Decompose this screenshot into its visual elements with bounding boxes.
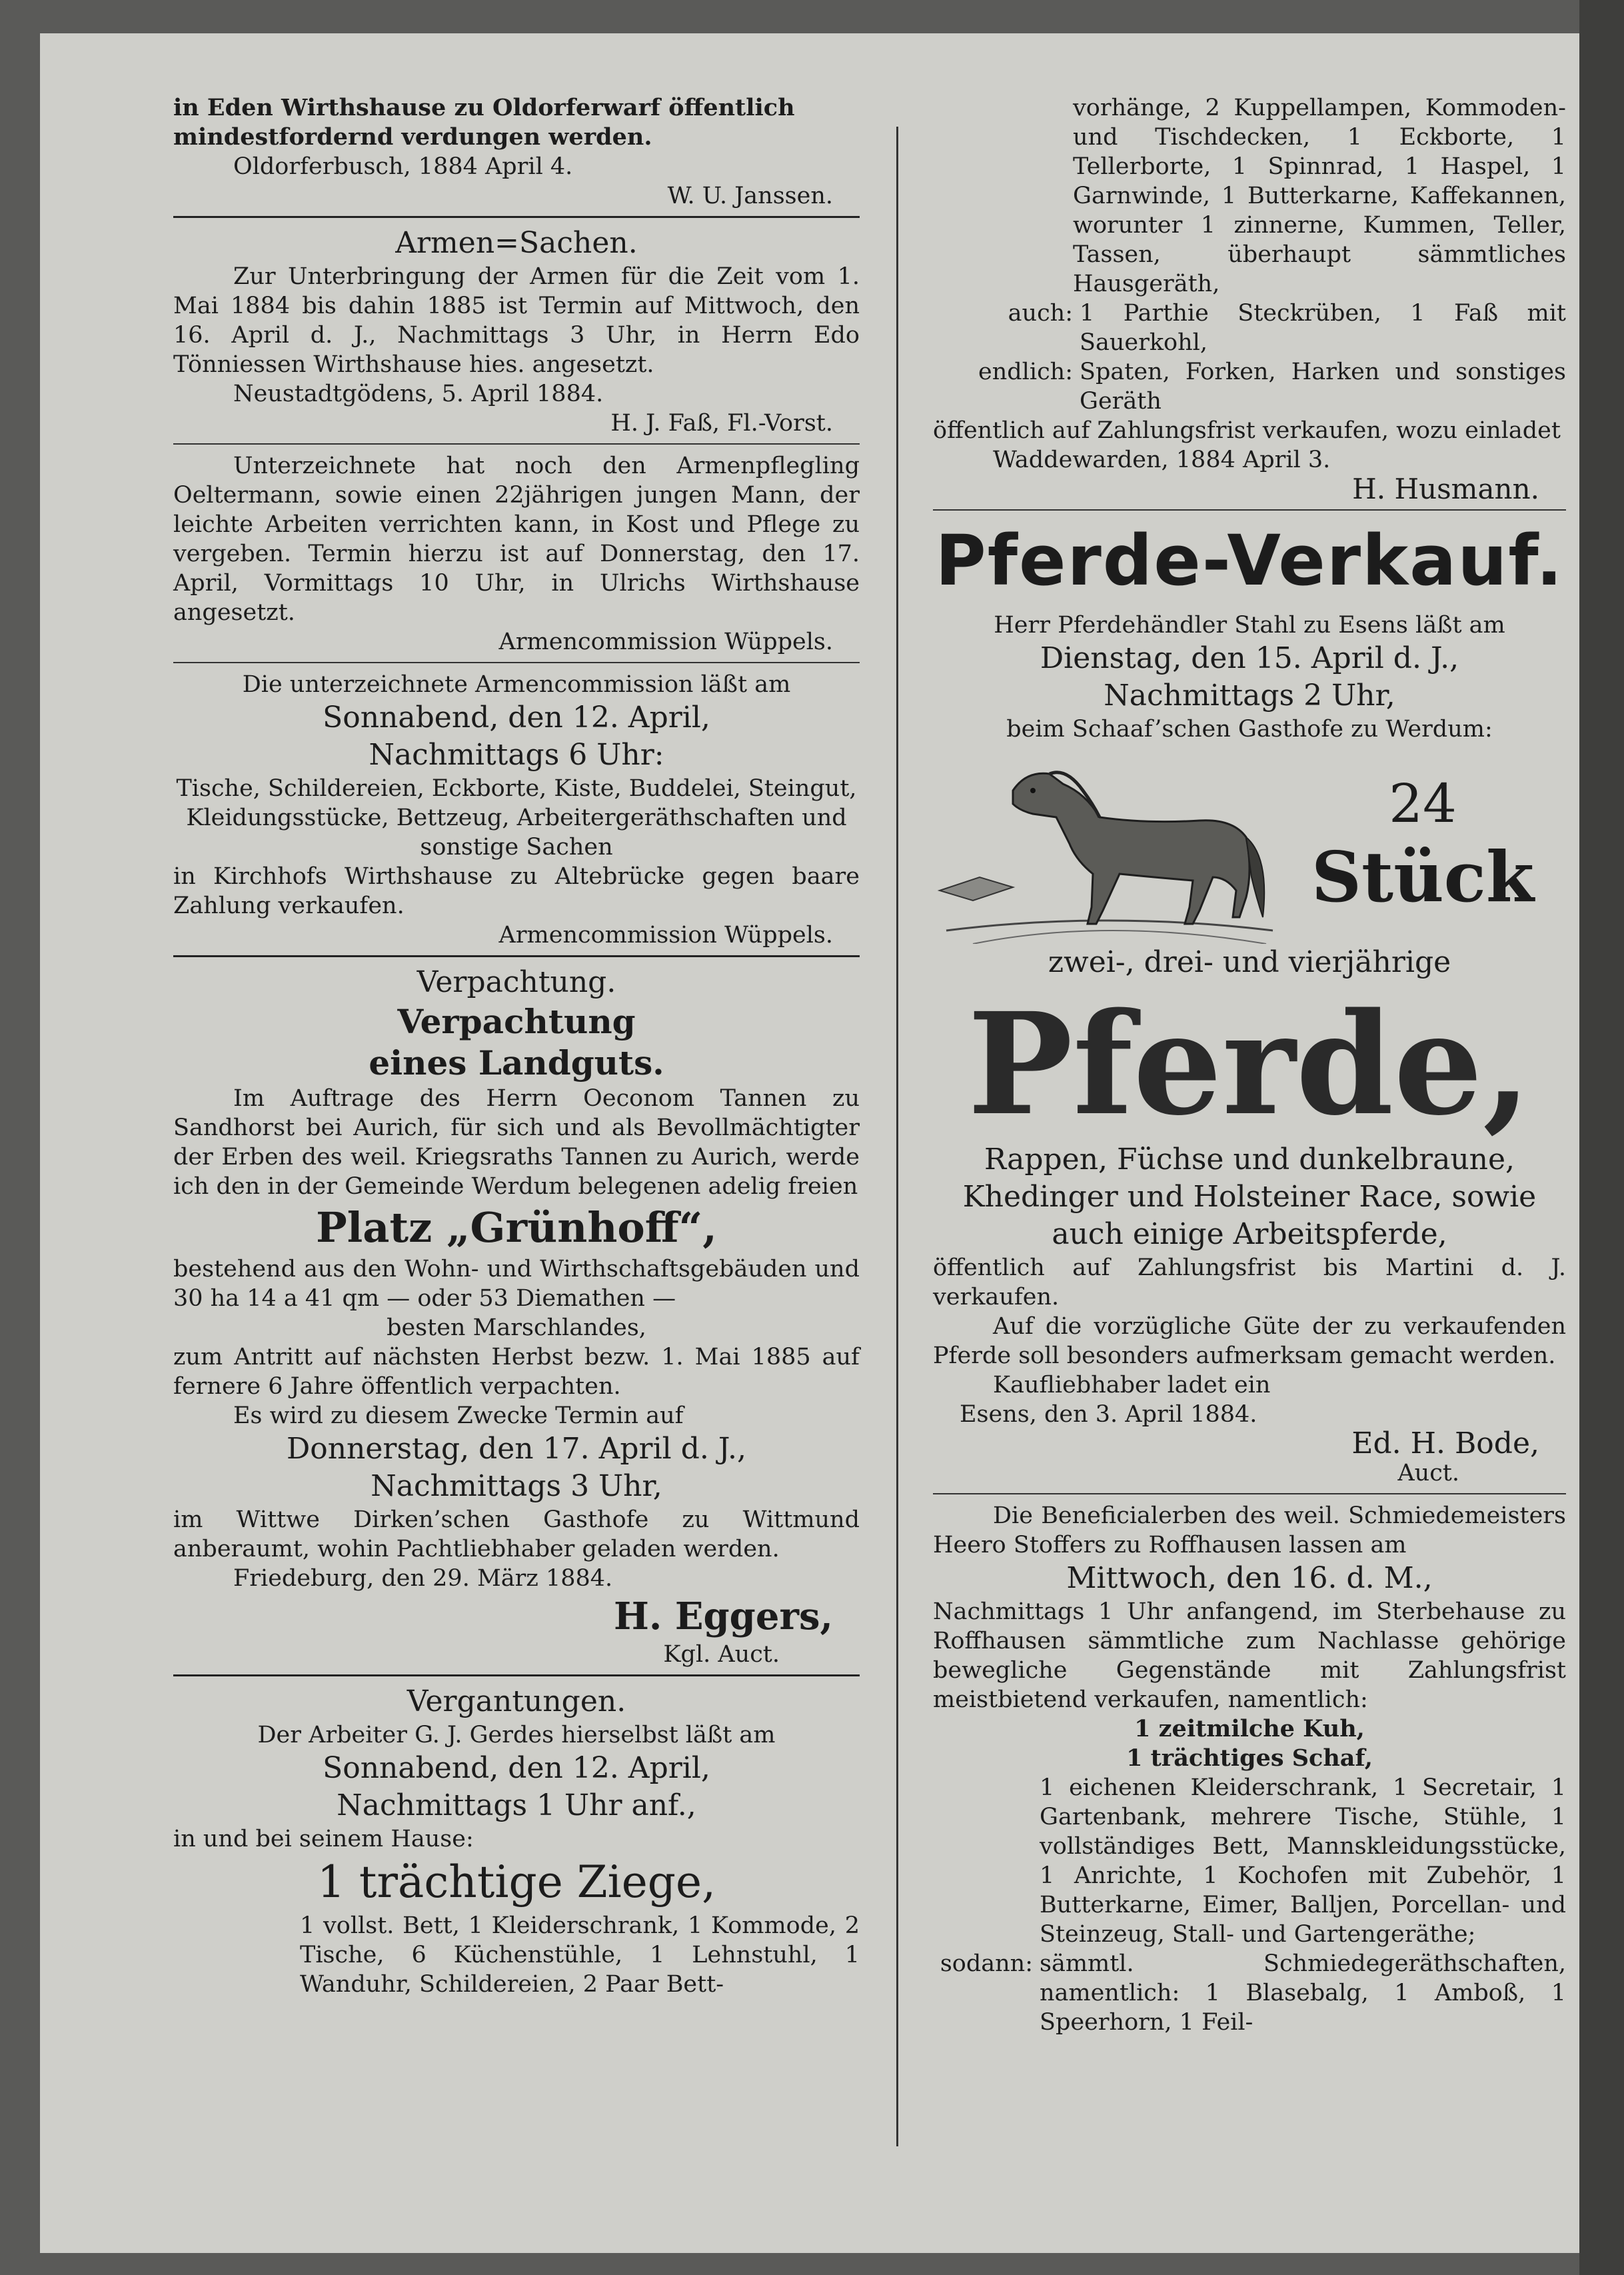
- notice-highlight-item: 1 trächtige Ziege,: [317, 1856, 716, 1908]
- item-label: endlich:: [978, 359, 1073, 385]
- notice-place-date: Oldorferbusch, 1884 April 4.: [233, 153, 573, 180]
- notice-text: im Wittwe Dirken’schen Gasthofe zu Wittmund anberaumt, wohin Pachtliebhaber geladen werden.: [173, 1506, 860, 1562]
- notice-signature: H. Husmann.: [1352, 473, 1539, 505]
- notice-signature: H. J. Faß, Fl.-Vorst.: [610, 410, 833, 437]
- horse-ages: zwei-, drei- und vierjährige: [1048, 945, 1451, 979]
- notice-intro: Die Beneficialerben des weil. Schmiedemeisters Heero Stoffers zu Roffhausen lassen am: [933, 1502, 1566, 1558]
- horse-count: 24: [1389, 773, 1457, 835]
- notice-text: mindestfordernd verdungen werden.: [173, 123, 652, 151]
- divider: [173, 662, 860, 663]
- notice-place-date: Waddewarden, 1884 April 3.: [993, 447, 1331, 473]
- notice-intro: Die unterzeichnete Armencommission läßt am: [242, 671, 791, 698]
- item-text: 1 Parthie Steckrüben, 1 Faß mit Sauerkohl,: [1080, 300, 1566, 356]
- notice-text: öffentlich auf Zahlungsfrist verkaufen, wozu einladet: [933, 417, 1561, 444]
- notice-text: Kaufliebhaber ladet ein: [993, 1372, 1271, 1398]
- notice-date: Donnerstag, den 17. April d. J.,: [286, 1432, 747, 1466]
- notice-signature: Armencommission Wüppels.: [498, 922, 833, 949]
- notice-date: Dienstag, den 15. April d. J.,: [1040, 641, 1459, 675]
- notice-headline-pferde: Pferde,: [967, 982, 1532, 1146]
- notice-item-row: [933, 357, 1566, 416]
- item-label: sodann:: [940, 1950, 1033, 1977]
- item-text: sämmtl. Schmiedegeräthschaften, namentlich: 1 Blasebalg, 1 Amboß, 1 Speerhorn, 1 Feil-: [1040, 1950, 1566, 2036]
- scan-edge: [1579, 0, 1624, 2275]
- notice-signature: Armencommission Wüppels.: [498, 629, 833, 655]
- notice-date: Mittwoch, den 16. d. M.,: [1066, 1561, 1433, 1595]
- notice-text: zum Antritt auf nächsten Herbst bezw. 1. Mai 1885 auf fernere 6 Jahre öffentlich verpachten.: [173, 1344, 860, 1400]
- notice-date: Sonnabend, den 12. April,: [323, 1751, 710, 1785]
- horse-race: Khedinger und Holsteiner Race, sowie: [962, 1180, 1537, 1214]
- item-label: auch:: [1008, 300, 1073, 327]
- estate-name: Platz „Grünhoff“,: [316, 1203, 717, 1252]
- notice-time: Nachmittags 2 Uhr,: [1104, 679, 1395, 713]
- section-heading-vergantungen: Vergantungen.: [406, 1684, 626, 1718]
- notice-text: Im Auftrage des Herrn Oeconom Tannen zu Sandhorst bei Aurich, für sich und als Bevollmächtigter der Erben des weil. Kriegsraths Tannen zu Aurich, werde ich den in der Gemeinde Werdum belegenen adelig freien: [173, 1085, 860, 1200]
- notice-text: in Kirchhofs Wirthshause zu Altebrücke gegen baare Zahlung verkaufen.: [173, 863, 860, 919]
- notice-headline-pferde-verkauf: Pferde-Verkauf.: [935, 520, 1564, 601]
- section-heading-armen: Armen=Sachen.: [395, 226, 638, 260]
- horse-count-unit: Stück: [1311, 836, 1535, 918]
- notice-place-date: Esens, den 3. April 1884.: [960, 1401, 1257, 1428]
- notice-items: Tische, Schildereien, Eckborte, Kiste, Buddelei, Steingut, Kleidungsstücke, Bettzeug, Arbeitergeräthschaften und sonstige Sachen: [176, 775, 857, 861]
- notice-intro: Der Arbeiter G. J. Gerdes hierselbst läßt am: [257, 1722, 776, 1748]
- notice-items: 1 vollst. Bett, 1 Kleiderschrank, 1 Kommode, 2 Tische, 6 Küchenstühle, 1 Lehnstuhl, 1 Wanduhr, Schildereien, 2 Paar Bett-: [300, 1912, 860, 1998]
- left-column: [173, 93, 860, 1999]
- notice-text: besten Marschlandes,: [387, 1314, 646, 1341]
- notice-place: beim Schaaf’schen Gasthofe zu Werdum:: [1006, 716, 1493, 743]
- notice-text: Unterzeichnete hat noch den Armenpflegling Oeltermann, sowie einen 22jährigen jungen Mann, der leichte Arbeiten verrichten kann, in Kost und Pflege zu vergeben. Termin hierzu ist auf Donnerstag, den 17. April, Vormittags 10 Uhr, in Ulrichs Wirthshause angesetzt.: [173, 453, 860, 626]
- notice-text: in Eden Wirthshause zu Oldorferwarf öffentlich: [173, 94, 795, 121]
- horse-illustration-row: [933, 744, 1566, 944]
- notice-text: bestehend aus den Wohn- und Wirthschaftsgebäuden und 30 ha 14 a 41 qm — oder 53 Diemathen —: [173, 1256, 860, 1312]
- notice-text: öffentlich auf Zahlungsfrist bis Martini d. J. verkaufen.: [933, 1254, 1566, 1310]
- notice-place-date: Neustadtgödens, 5. April 1884.: [233, 381, 604, 407]
- divider: [173, 1674, 860, 1676]
- notice-signature: Ed. H. Bode,: [1351, 1426, 1539, 1460]
- notice-text: Es wird zu diesem Zwecke Termin auf: [233, 1402, 684, 1429]
- notice-highlight-item: 1 zeitmilche Kuh,: [1134, 1715, 1365, 1742]
- notice-items: vorhänge, 2 Kuppellampen, Kommoden- und Tischdecken, 1 Eckborte, 1 Tellerborte, 1 Spinnrad, 1 Haspel, 1 Garnwinde, 1 Butterkarne, Kaffekannen, worunter 1 zinnerne, Kummen, Teller, Tassen, überhaupt sämmtliches Hausgeräth,: [1073, 95, 1566, 297]
- horse-illustration-icon: [933, 744, 1279, 944]
- notice-highlight-item: 1 trächtiges Schaf,: [1126, 1744, 1373, 1772]
- notice-headline: eines Landguts.: [369, 1043, 664, 1083]
- notice-item-row: [933, 299, 1566, 357]
- divider: [173, 443, 860, 445]
- divider: [173, 216, 860, 218]
- divider: [933, 509, 1566, 511]
- notice-text: Zur Unterbringung der Armen für die Zeit vom 1. Mai 1884 bis dahin 1885 ist Termin auf Mittwoch, den 16. April d. J., Nachmittags 3 Uhr, in Herrn Edo Tönniessen Wirthshause hies. angesetzt.: [173, 263, 860, 378]
- notice-signature-title: Kgl. Auct.: [663, 1641, 780, 1668]
- notice-items: 1 eichenen Kleiderschrank, 1 Secretair, 1 Gartenbank, mehrere Tische, Stühle, 1 vollständiges Bett, Mannskleidungsstücke, 1 Anrichte, 1 Kochofen mit Zubehör, 1 Butterkarne, Eimer, Balljen, Porcellan- und Steinzeug, Stall- und Gartengeräthe;: [1040, 1774, 1566, 1948]
- notice-time: Nachmittags 6 Uhr:: [369, 738, 664, 772]
- notice-time: Nachmittags 1 Uhr anf.,: [337, 1788, 696, 1822]
- right-column: [933, 93, 1566, 2037]
- notice-signature: W. U. Janssen.: [667, 183, 833, 209]
- notice-place: in und bei seinem Hause:: [173, 1826, 474, 1852]
- notice-date: Sonnabend, den 12. April,: [323, 701, 710, 735]
- horse-colors: Rappen, Füchse und dunkelbraune,: [984, 1142, 1515, 1176]
- notice-time: Nachmittags 3 Uhr,: [371, 1469, 662, 1503]
- horse-work: auch einige Arbeitspferde,: [1052, 1217, 1447, 1251]
- notice-signature: H. Eggers,: [613, 1594, 833, 1638]
- notice-text: Nachmittags 1 Uhr anfangend, im Sterbehause zu Roffhausen sämmtliche zum Nachlasse gehörige bewegliche Gegenstände mit Zahlungsfrist meistbietend verkaufen, namentlich:: [933, 1598, 1566, 1713]
- item-text: Spaten, Forken, Harken und sonstiges Geräth: [1080, 359, 1566, 415]
- notice-headline: Verpachtung: [397, 1002, 636, 1041]
- divider: [173, 955, 860, 957]
- notice-text: Auf die vorzügliche Güte der zu verkaufenden Pferde soll besonders aufmerksam gemacht werden.: [933, 1313, 1566, 1369]
- notice-place-date: Friedeburg, den 29. März 1884.: [233, 1565, 613, 1592]
- notice-signature-title: Auct.: [1397, 1460, 1459, 1486]
- divider: [933, 1493, 1566, 1494]
- notice-intro: Herr Pferdehändler Stahl zu Esens läßt am: [994, 612, 1505, 639]
- notice-item-row: [933, 1949, 1566, 2037]
- section-heading-verpachtung: Verpachtung.: [416, 965, 616, 999]
- horse-count-block: [1279, 771, 1566, 917]
- column-divider: [896, 127, 898, 2146]
